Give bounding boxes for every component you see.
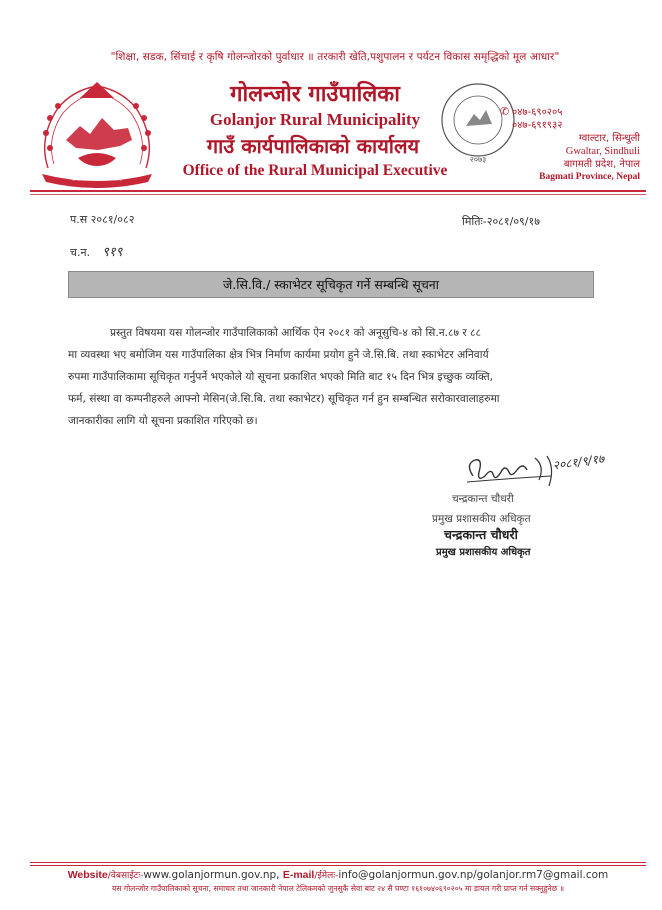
reference-number: प.स २०८१/०८२ (70, 213, 135, 226)
address-en: Gwaltar, Sindhuli (565, 146, 640, 157)
email-label-np: /ईमेलः- (314, 871, 339, 881)
header-divider-thin (30, 194, 646, 195)
dispatch-number (70, 242, 122, 260)
footer-divider-thin (30, 865, 646, 866)
phone-2: ०४७-६९१९३२ (512, 120, 563, 131)
phone-1: ०४७-६९०२०५ (512, 107, 563, 118)
svg-text:२०७३: २०७३ (469, 155, 487, 164)
nepal-emblem-icon (28, 78, 166, 190)
province-en: Bagmati Province, Nepal (539, 172, 640, 182)
svg-text:~~~~~~~~~~~~: ~~~~~~~~~~~~ (71, 178, 123, 184)
province-np: बागमती प्रदेश, नेपाल (563, 159, 640, 170)
municipality-title-en: Golanjor Rural Municipality (209, 110, 421, 129)
dispatch-label: च.न. (70, 246, 91, 259)
letter-date: मितिः-२०८१/०९/१७ (462, 215, 540, 228)
svg-text:२०८१/९/१७: २०८१/९/१७ (551, 451, 605, 473)
body-line: मा व्यवस्था भए बमोजिम यस गाउँपालिका क्षेत्र भित्र निर्माण कार्यमा प्रयोग हुने जे.सि.बि. तथा स्काभेटर अनिवार्य (68, 349, 489, 361)
email-link[interactable]: info@golanjormun.gov.np/golanjor.rm7@gmail.com (338, 869, 609, 881)
website-link[interactable]: www.golanjormun.gov.np (143, 869, 277, 881)
dispatch-value: ९१९ (102, 245, 123, 260)
contact-block (500, 105, 650, 184)
stamp-title: प्रमुख प्रशासकीय अधिकृत (436, 547, 531, 558)
body-line: फर्म, संस्था वा कम्पनीहरुले आफ्नो मेसिन(जे.सि.बि. तथा स्काभेटर) सूचिकृत गर्न हुन सम्बन्धित सरोकारवालाहरुमा (68, 393, 500, 405)
stamp-name: चन्द्रकान्त चौधरी (444, 527, 518, 542)
header-divider (30, 190, 646, 192)
body-line: जानकारीका लागि यो सूचना प्रकाशित गरिएको छ। (68, 415, 258, 427)
phone-line-1 (500, 105, 650, 119)
footer-note: यस गोलन्जोर गाउँपालिकाको सूचना, समाचार तथा जानकारी नेपाल टेलिकमको जुनसुकै सेवा बाट २४ सै घण्टा १६१०७४०६९०२०५ मा डायल गरी प्राप्त गर्न सक्नुहुनेछ ॥ (111, 884, 565, 893)
office-title-np: गाउँ कार्यपालिकाको कार्यालय (206, 134, 420, 158)
phone-icon: ✆ (500, 105, 510, 118)
footer-divider (30, 862, 646, 863)
municipality-title-np: गोलन्जोर गाउँपालिका (230, 82, 400, 107)
address-np: ग्वाल्टार, सिन्धुली (578, 133, 640, 144)
signatory-title: प्रमुख प्रशासकीय अधिकृत (432, 513, 531, 525)
phone-line-2 (500, 119, 650, 132)
signatory-name: चन्द्रकान्त चौधरी (452, 493, 514, 505)
email-label: E-mail (282, 869, 315, 881)
handwritten-signature (455, 446, 605, 494)
footer-contact: Website/वेबसाईटः-www.golanjormun.gov.np, E-mail/ईमेलः-info@golanjormun.gov.np/golanjor.rm7@gmail.com (67, 869, 609, 881)
header-motto: "शिक्षा, सडक, सिंचाई र कृषि गोलन्जोरको पुर्वाधार ॥ तरकारी खेति,पशुपालन र पर्यटन विकास समृद्धिको मूल आधार" (110, 51, 560, 63)
body-line: रुपमा गाउँपालिकामा सूचिकृत गर्नुपर्ने भएकोले यो सूचना प्रकाशित भएको मिति बाट १५ दिन भित्र इच्छुक व्यक्ति, (68, 371, 494, 383)
body-line: प्रस्तुत विषयमा यस गोलन्जोर गाउँपालिकाको आर्थिक ऐन २०८१ को अनूसुचि-४ को सि.न.८७ र ८८ (110, 327, 482, 339)
website-label-np: /वेबसाईटः- (107, 871, 144, 881)
office-title-en: Office of the Rural Municipal Executive (182, 162, 448, 179)
website-label: Website (67, 869, 108, 881)
subject-box: जे.सि.वि./ स्काभेटर सूचिकृत गर्ने सम्बन्धि सूचना (68, 271, 594, 298)
